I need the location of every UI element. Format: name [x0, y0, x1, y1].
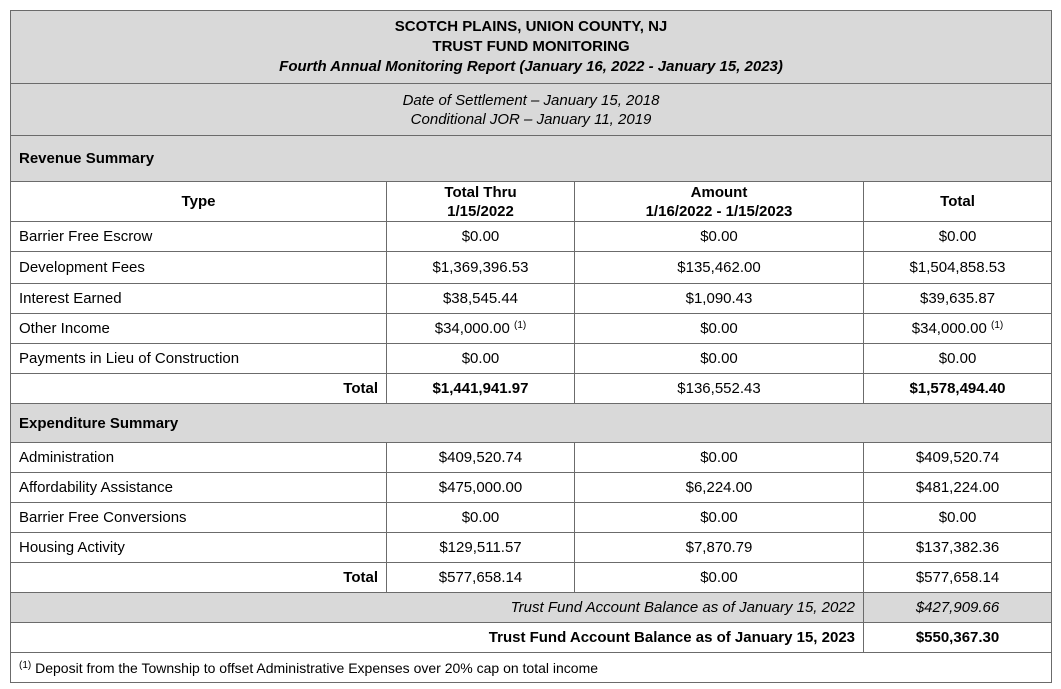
table-row — [11, 284, 1052, 314]
trust-fund-report — [10, 10, 1051, 683]
footnote — [11, 653, 1052, 683]
expenditure-total-row — [11, 563, 1052, 593]
report-title: TRUST FUND MONITORING — [432, 38, 630, 55]
total-amount: $0.00 — [575, 563, 864, 593]
col-amount-line2: 1/16/2022 - 1/15/2023 — [645, 202, 793, 220]
row-type: Affordability Assistance — [11, 473, 387, 503]
footnote-text: Deposit from the Township to offset Administrative Expenses over 20% cap on total income — [31, 659, 599, 676]
row-amount: $0.00 — [575, 344, 864, 374]
col-total-thru-line2: 1/15/2022 — [447, 202, 514, 220]
row-thru: $34,000.00 — [434, 320, 510, 337]
report-header — [11, 11, 1052, 84]
total-thru: $577,658.14 — [387, 563, 575, 593]
row-total: $0.00 — [864, 344, 1052, 374]
row-type: Housing Activity — [11, 533, 387, 563]
revenue-summary-heading: Revenue Summary — [11, 136, 1052, 182]
row-thru: $475,000.00 — [387, 473, 575, 503]
row-thru: $0.00 — [387, 222, 575, 252]
current-balance-row — [11, 623, 1052, 653]
footnote-ref: (1) — [514, 320, 527, 331]
total-amount: $136,552.43 — [575, 374, 864, 404]
col-total-thru-header — [387, 182, 575, 222]
row-thru: $0.00 — [387, 503, 575, 533]
table-row — [11, 443, 1052, 473]
table-row — [11, 222, 1052, 252]
prior-balance-label: Trust Fund Account Balance as of January 15, 2022 — [11, 593, 864, 623]
total-label: Total — [11, 563, 387, 593]
col-amount-line1: Amount — [690, 183, 748, 201]
footnote-ref: (1) — [991, 320, 1004, 331]
col-amount-header — [575, 182, 864, 222]
column-header-row — [11, 182, 1052, 222]
row-thru: $38,545.44 — [387, 284, 575, 314]
row-amount: $0.00 — [575, 503, 864, 533]
row-amount: $0.00 — [575, 222, 864, 252]
row-type: Interest Earned — [11, 284, 387, 314]
jor-date: Conditional JOR – January 11, 2019 — [410, 110, 652, 128]
report-period: Fourth Annual Monitoring Report (January 16, 2022 - January 15, 2023) — [279, 58, 783, 75]
row-total: $1,504,858.53 — [864, 252, 1052, 284]
key-dates — [11, 84, 1052, 136]
current-balance-label: Trust Fund Account Balance as of January 15, 2023 — [11, 623, 864, 653]
row-amount: $6,224.00 — [575, 473, 864, 503]
row-amount: $7,870.79 — [575, 533, 864, 563]
table-row — [11, 503, 1052, 533]
col-total-thru-line1: Total Thru — [444, 183, 517, 201]
row-total: $39,635.87 — [864, 284, 1052, 314]
row-type: Barrier Free Conversions — [11, 503, 387, 533]
row-amount: $0.00 — [575, 443, 864, 473]
report-table — [10, 10, 1052, 683]
total-label: Total — [11, 374, 387, 404]
table-row — [11, 473, 1052, 503]
row-type: Administration — [11, 443, 387, 473]
total-total: $1,578,494.40 — [864, 374, 1052, 404]
current-balance-value: $550,367.30 — [864, 623, 1052, 653]
row-type: Barrier Free Escrow — [11, 222, 387, 252]
table-row — [11, 344, 1052, 374]
revenue-total-row — [11, 374, 1052, 404]
row-thru: $0.00 — [387, 344, 575, 374]
row-total: $481,224.00 — [864, 473, 1052, 503]
row-total: $137,382.36 — [864, 533, 1052, 563]
row-total: $34,000.00 — [911, 320, 987, 337]
col-total-header: Total — [864, 182, 1052, 222]
row-total: $0.00 — [864, 503, 1052, 533]
row-type: Development Fees — [11, 252, 387, 284]
row-thru: $129,511.57 — [387, 533, 575, 563]
row-type: Other Income — [11, 314, 387, 344]
table-row — [11, 314, 1052, 344]
municipality-title: SCOTCH PLAINS, UNION COUNTY, NJ — [394, 18, 668, 35]
settlement-date: Date of Settlement – January 15, 2018 — [402, 91, 660, 109]
row-total: $0.00 — [864, 222, 1052, 252]
expenditure-summary-heading: Expenditure Summary — [11, 404, 1052, 443]
row-thru: $409,520.74 — [387, 443, 575, 473]
footnote-marker: (1) — [19, 659, 32, 671]
prior-balance-row — [11, 593, 1052, 623]
row-thru-cell — [387, 314, 575, 344]
row-thru: $1,369,396.53 — [387, 252, 575, 284]
table-row — [11, 252, 1052, 284]
table-row — [11, 533, 1052, 563]
total-total: $577,658.14 — [864, 563, 1052, 593]
row-amount: $0.00 — [575, 314, 864, 344]
total-thru: $1,441,941.97 — [387, 374, 575, 404]
row-amount: $135,462.00 — [575, 252, 864, 284]
row-total-cell — [864, 314, 1052, 344]
row-amount: $1,090.43 — [575, 284, 864, 314]
row-type: Payments in Lieu of Construction — [11, 344, 387, 374]
col-type-header: Type — [11, 182, 387, 222]
prior-balance-value: $427,909.66 — [864, 593, 1052, 623]
row-total: $409,520.74 — [864, 443, 1052, 473]
